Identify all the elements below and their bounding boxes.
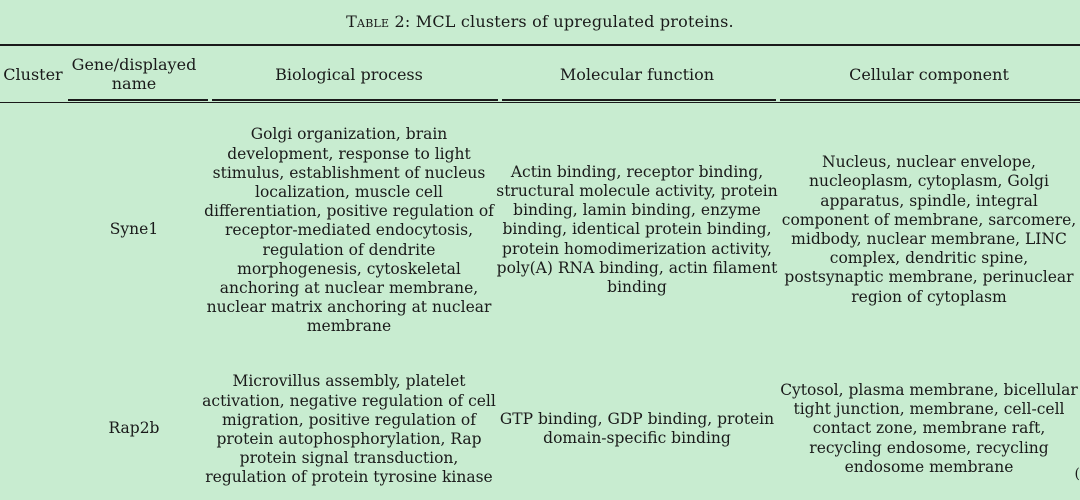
header-gene-line2: name <box>111 74 157 93</box>
cell-biological-process: Golgi organization, brain development, response to light stimulus, establishment of nucleus localization, muscle cell differentiation, positive regulation of receptor-mediated endocytosis, regulation of dendrite morphogenesis, cytoskeletal anchoring at nuclear membrane, nuclear matrix anchoring at nuclear membrane <box>204 125 494 336</box>
table-caption-text: : MCL clusters of upregulated proteins. <box>404 12 734 31</box>
header-biological-process: Biological process <box>275 64 423 84</box>
cell-gene: Rap2b <box>108 419 160 438</box>
table-row <box>0 358 1080 500</box>
header-molecular-function: Molecular function <box>559 64 715 84</box>
cell-cluster <box>0 358 66 500</box>
mcl-clusters-table <box>0 46 1080 500</box>
cell-biological-process: Microvillus assembly, platelet activation, negative regulation of cell migration, positive regulation of protein autophosphorylation, Rap protein signal transduction, regulation of protein tyrosine kinase <box>202 372 496 487</box>
cell-gene: Syne1 <box>109 220 159 239</box>
table-label: Table 2 <box>346 12 405 31</box>
header-cluster: Cluster <box>3 64 63 84</box>
cell-cluster <box>0 102 66 358</box>
table-caption <box>0 12 1080 31</box>
header-cellular-component: Cellular component <box>849 64 1009 84</box>
table-header-row <box>0 46 1080 102</box>
header-gene-line1: Gene/displayed <box>71 55 197 74</box>
header-gene <box>66 46 202 102</box>
cell-molecular-function: Actin binding, receptor binding, structural molecule activity, protein binding, lamin binding, enzyme binding, identical protein binding, protein homodimerization activity, poly(A) RNA binding, actin filament binding <box>496 162 778 296</box>
page-marker: ( <box>1074 466 1080 482</box>
cell-cellular-component: Cytosol, plasma membrane, bicellular tight junction, membrane, cell-cell contact zone, membrane raft, recycling endosome, recycling endosome membrane <box>780 380 1078 476</box>
cell-cellular-component: Nucleus, nuclear envelope, nucleoplasm, cytoplasm, Golgi apparatus, spindle, integral component of membrane, sarcomere, midbody, nuclear membrane, LINC complex, dendritic spine, postsynaptic membrane, perinuclear region of cytoplasm <box>781 153 1077 306</box>
cell-molecular-function: GTP binding, GDP binding, protein domain-specific binding <box>499 409 775 447</box>
table-row <box>0 102 1080 358</box>
